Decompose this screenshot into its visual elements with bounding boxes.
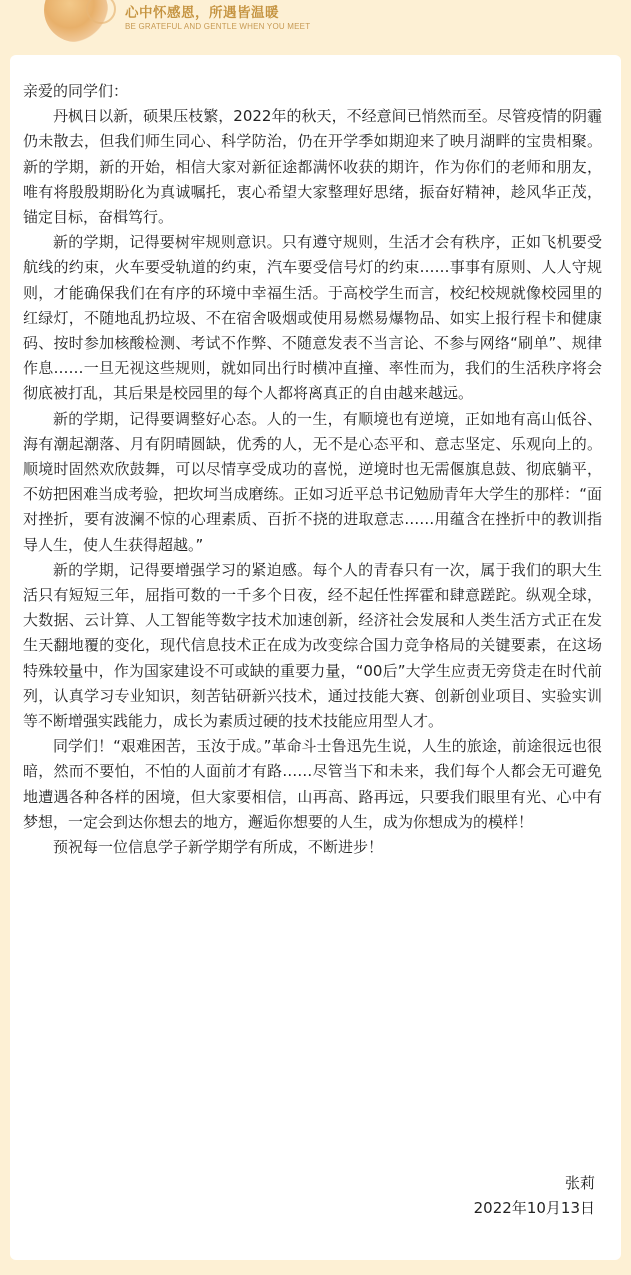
header-banner <box>0 0 631 48</box>
paragraph-6: 预祝每一位信息学子新学期学有所成，不断进步！ <box>53 838 384 857</box>
paragraph-2: 新的学期，记得要树牢规则意识。只有遵守规则，生活才会有秩序，正如飞机要受航线的约束，火车要受轨道的约束，汽车要受信号灯的约束……事事有原则、人人守规则，才能确保我们在有序的环境中幸福生活。于高校学生而言，校纪校规就像校园里的红绿灯，不随地乱扔垃圾、不在宿舍吸烟或使用易燃易爆物品、如实上报行程卡和健康码、按时参加核酸检测、考试不作弊、不随意发表不当言论、不参与网络“刷单”、规律作息……一旦无视这些规则，就如同出行时横冲直撞、率性而为，我们的生活秩序将会彻底被打乱，其后果是校园里的每个人都将离真正的自由越来越远。 <box>23 233 602 403</box>
paragraph-1: 丹枫日以新，硕果压枝繁，2022年的秋天，不经意间已悄然而至。尽管疫情的阴霾仍未散去，但我们师生同心、科学防治，仍在开学季如期迎来了映月湖畔的宝贵相聚。新的学期，新的开始，相信大家对新征途都满怀收获的期许，作为你们的老师和朋友，唯有将殷殷期盼化为真诚嘱托，衷心希望大家整理好思绪，振奋好精神，趁风华正茂，锚定目标，奋楫笃行。 <box>23 107 602 227</box>
ring-ornament-icon <box>86 0 116 24</box>
signature-date: 2022年10月13日 <box>473 1199 595 1217</box>
paragraph-5: 同学们！“艰难困苦，玉汝于成。”革命斗士鲁迅先生说，人生的旅途，前途很远也很暗，然而不要怕，不怕的人面前才有路……尽管当下和未来，我们每个人都会无可避免地遭遇各种各样的困境，但大家要相信，山再高、路再远，只要我们眼里有光、心中有梦想，一定会到达你想去的地方，邂逅你想要的人生，成为你想成为的模样！ <box>23 737 602 831</box>
banner-subtitle: BE GRATEFUL AND GENTLE WHEN YOU MEET <box>125 22 311 31</box>
signature-name: 张莉 <box>564 1174 595 1192</box>
banner-title: 心中怀感恩，所遇皆温暖 <box>125 5 279 21</box>
letter-body <box>23 79 602 860</box>
salutation: 亲爱的同学们： <box>23 82 129 100</box>
paragraph-3: 新的学期，记得要调整好心态。人的一生，有顺境也有逆境，正如地有高山低谷、海有潮起潮落、月有阴晴圆缺，优秀的人，无不是心态平和、意志坚定、乐观向上的。顺境时固然欢欣鼓舞，可以尽情享受成功的喜悦，逆境时也无需偃旗息鼓、彻底躺平，不妨把困难当成考验，把坎坷当成磨练。正如习近平总书记勉励青年大学生的那样：“面对挫折，要有波澜不惊的心理素质、百折不挠的进取意志……用蕴含在挫折中的教训指导人生，使人生获得超越。” <box>23 409 602 554</box>
paragraph-4: 新的学期，记得要增强学习的紧迫感。每个人的青春只有一次，属于我们的职大生活只有短短三年，屈指可数的一千多个日夜，经不起任性挥霍和肆意蹉跎。纵观全球，大数据、云计算、人工智能等数字技术加速创新，经济社会发展和人类生活方式正在发生天翻地覆的变化，现代信息技术正在成为改变综合国力竞争格局的关键要素，在这场特殊较量中，作为国家建设不可或缺的重要力量，“00后”大学生应责无旁贷走在时代前列，认真学习专业知识，刻苦钻研新兴技术，通过技能大赛、创新创业项目、实验实训等不断增强实践能力，成长为素质过硬的技术技能应用型人才。 <box>23 560 602 731</box>
